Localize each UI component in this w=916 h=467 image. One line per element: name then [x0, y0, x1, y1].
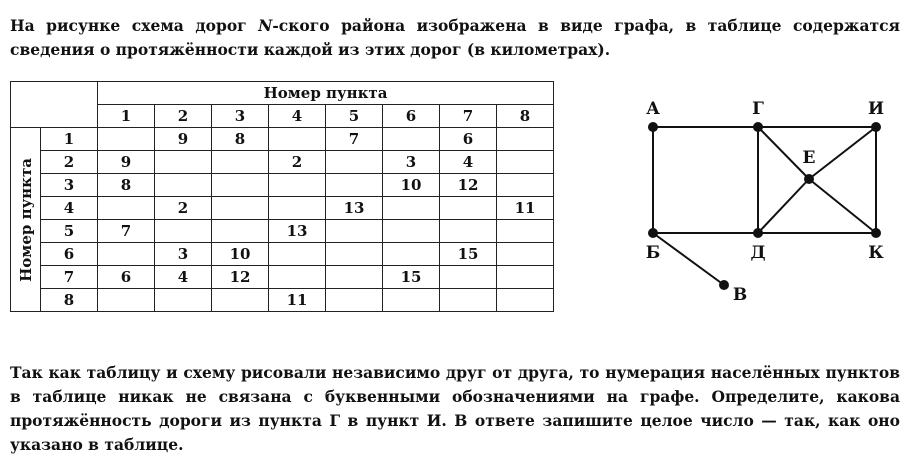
column-number-5: 5 — [326, 105, 383, 128]
distance-cell — [326, 220, 383, 243]
distance-cell — [440, 197, 497, 220]
distance-cell — [98, 243, 155, 266]
distance-cell: 6 — [440, 128, 497, 151]
distance-cell: 8 — [98, 174, 155, 197]
column-number-1: 1 — [98, 105, 155, 128]
edge-B-V — [653, 233, 724, 285]
edge-E-K — [809, 179, 876, 233]
road-graph — [620, 80, 900, 310]
district-variable: N — [258, 16, 273, 35]
graph-node-A — [648, 122, 658, 132]
distance-cell — [212, 220, 269, 243]
intro-text-part1: На рисунке схема дорог — [10, 16, 259, 35]
distance-cell — [326, 266, 383, 289]
distance-cell — [383, 289, 440, 312]
distance-table — [10, 81, 554, 312]
graph-label-V: В — [732, 285, 748, 305]
distance-cell — [440, 289, 497, 312]
distance-cell — [155, 289, 212, 312]
distance-cell — [497, 243, 554, 266]
graph-node-V — [719, 280, 729, 290]
distance-cell — [383, 128, 440, 151]
table-row — [11, 266, 554, 289]
edge-I-E — [809, 127, 876, 179]
graph-label-B: Б — [645, 243, 661, 263]
distance-cell: 15 — [440, 243, 497, 266]
distance-cell: 11 — [269, 289, 326, 312]
distance-cell: 12 — [440, 174, 497, 197]
row-header-title-text: Номер пункта — [16, 157, 35, 282]
distance-cell — [155, 174, 212, 197]
distance-cell: 13 — [269, 220, 326, 243]
distance-cell — [383, 220, 440, 243]
distance-cell: 3 — [155, 243, 212, 266]
distance-cell — [497, 151, 554, 174]
distance-cell — [212, 289, 269, 312]
graph-nodes — [645, 122, 881, 290]
graph-node-G — [753, 122, 763, 132]
distance-cell — [212, 174, 269, 197]
distance-cell — [497, 174, 554, 197]
table-row — [11, 220, 554, 243]
column-number-6: 6 — [383, 105, 440, 128]
distance-cell: 9 — [98, 151, 155, 174]
distance-cell — [326, 243, 383, 266]
distance-cell — [326, 289, 383, 312]
distance-cell: 4 — [155, 266, 212, 289]
distance-cell — [326, 174, 383, 197]
row-number-2: 2 — [41, 151, 98, 174]
table-row — [11, 128, 554, 151]
distance-cell — [155, 220, 212, 243]
row-number-8: 8 — [41, 289, 98, 312]
row-number-7: 7 — [41, 266, 98, 289]
distance-cell: 3 — [383, 151, 440, 174]
graph-node-K — [871, 228, 881, 238]
distance-cell: 8 — [212, 128, 269, 151]
distance-cell: 13 — [326, 197, 383, 220]
distance-cell — [269, 174, 326, 197]
distance-cell — [269, 197, 326, 220]
distance-cell: 10 — [212, 243, 269, 266]
graph-node-E — [804, 174, 814, 184]
distance-cell: 12 — [212, 266, 269, 289]
column-number-8: 8 — [497, 105, 554, 128]
column-number-7: 7 — [440, 105, 497, 128]
distance-cell — [497, 289, 554, 312]
distance-cell: 2 — [269, 151, 326, 174]
table-row — [11, 289, 554, 312]
distance-cell: 4 — [440, 151, 497, 174]
graph-label-E: Е — [802, 148, 816, 168]
distance-cell — [155, 151, 212, 174]
graph-label-G: Г — [752, 99, 764, 119]
problem-intro — [10, 14, 900, 62]
distance-cell — [98, 128, 155, 151]
problem-question: Так как таблицу и схему рисовали независимо друг от друга, то нумерация населённых пунктов в таблице никак не связана с буквенными обозначениями на графе. Определите, какова протяжённость дороги из пункта Г в пункт И. В ответе запишите целое число — так, как оно указано в таблице. — [10, 363, 900, 454]
graph-label-A: А — [646, 99, 660, 119]
table-body — [11, 128, 554, 312]
distance-cell — [212, 151, 269, 174]
distance-cell — [497, 128, 554, 151]
table-row — [11, 151, 554, 174]
graph-node-B — [648, 228, 658, 238]
graph-label-K: К — [868, 243, 884, 263]
graph-node-D — [753, 228, 763, 238]
distance-cell — [497, 220, 554, 243]
column-number-4: 4 — [269, 105, 326, 128]
distance-cell — [269, 128, 326, 151]
graph-node-I — [871, 122, 881, 132]
row-number-4: 4 — [41, 197, 98, 220]
row-number-1: 1 — [41, 128, 98, 151]
distance-cell: 11 — [497, 197, 554, 220]
table-row — [11, 197, 554, 220]
distance-cell: 10 — [383, 174, 440, 197]
distance-cell — [440, 220, 497, 243]
distance-cell — [497, 266, 554, 289]
distance-cell — [98, 289, 155, 312]
row-number-6: 6 — [41, 243, 98, 266]
edge-G-E — [758, 127, 809, 179]
graph-labels — [646, 99, 885, 305]
distance-cell: 9 — [155, 128, 212, 151]
distance-cell: 7 — [98, 220, 155, 243]
graph-label-I: И — [867, 99, 885, 119]
distance-cell: 7 — [326, 128, 383, 151]
distance-cell: 15 — [383, 266, 440, 289]
intro-text-part2: -ского района изображена в виде графа, в таблице содержатся сведения о протяжённости каждой из этих дорог (в километрах). — [10, 16, 900, 59]
column-number-2: 2 — [155, 105, 212, 128]
column-number-3: 3 — [212, 105, 269, 128]
distance-cell: 6 — [98, 266, 155, 289]
edge-E-D — [758, 179, 809, 233]
graph-label-D: Д — [750, 243, 766, 263]
distance-cell — [383, 243, 440, 266]
distance-cell — [212, 197, 269, 220]
row-header-title — [11, 128, 41, 312]
table-row — [11, 243, 554, 266]
distance-cell — [326, 151, 383, 174]
column-header-title: Номер пункта — [98, 82, 554, 105]
row-number-5: 5 — [41, 220, 98, 243]
distance-cell — [98, 197, 155, 220]
distance-cell: 2 — [155, 197, 212, 220]
distance-cell — [269, 243, 326, 266]
distance-cell — [269, 266, 326, 289]
table-corner-cell — [11, 82, 98, 128]
distance-cell — [383, 197, 440, 220]
table-row — [11, 174, 554, 197]
row-number-3: 3 — [41, 174, 98, 197]
distance-cell — [440, 266, 497, 289]
